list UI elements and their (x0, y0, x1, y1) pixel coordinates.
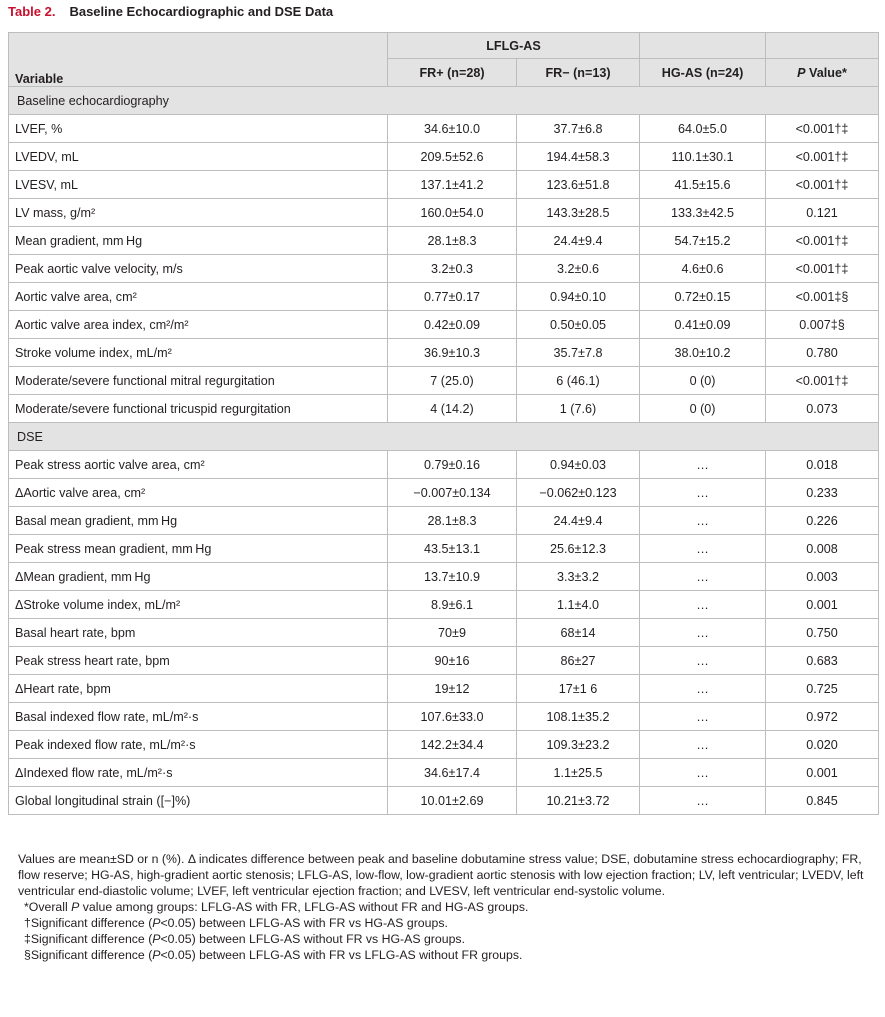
fr-pos-value: 43.5±13.1 (388, 535, 517, 563)
hg-as-value: … (640, 787, 766, 815)
table-row (9, 367, 879, 395)
p-value: 0.233 (766, 479, 879, 507)
hg-as-value: 133.3±42.5 (640, 199, 766, 227)
row-label: Peak stress mean gradient, mm Hg (9, 535, 388, 563)
fr-neg-value: 10.21±3.72 (517, 787, 640, 815)
hg-as-value: 54.7±15.2 (640, 227, 766, 255)
row-label: Basal heart rate, bpm (9, 619, 388, 647)
fr-pos-value: 36.9±10.3 (388, 339, 517, 367)
hg-as-value: … (640, 591, 766, 619)
fr-pos-value: 90±16 (388, 647, 517, 675)
p-value: <0.001†‡ (766, 255, 879, 283)
footnote-double-dagger: ‡Significant difference (P<0.05) between LFLG-AS without FR vs HG-AS groups. (24, 932, 465, 946)
fr-pos-value: 137.1±41.2 (388, 171, 517, 199)
p-value: <0.001†‡ (766, 171, 879, 199)
p-value: 0.845 (766, 787, 879, 815)
p-value: 0.121 (766, 199, 879, 227)
fr-neg-value: 1.1±4.0 (517, 591, 640, 619)
hg-as-header: HG-AS (n=24) (640, 59, 766, 87)
fr-neg-value: 17±1 6 (517, 675, 640, 703)
p-value-header: P Value* (766, 59, 879, 87)
hg-as-value: … (640, 647, 766, 675)
row-label: Basal mean gradient, mm Hg (9, 507, 388, 535)
row-label: Aortic valve area index, cm²/m² (9, 311, 388, 339)
p-value: <0.001‡§ (766, 283, 879, 311)
fr-neg-value: 24.4±9.4 (517, 507, 640, 535)
p-value: 0.008 (766, 535, 879, 563)
hg-as-value: … (640, 451, 766, 479)
variable-header: Variable (9, 33, 388, 87)
hg-as-value: … (640, 619, 766, 647)
fr-neg-value: 143.3±28.5 (517, 199, 640, 227)
p-value: 0.007‡§ (766, 311, 879, 339)
p-value: 0.725 (766, 675, 879, 703)
row-label: Mean gradient, mm Hg (9, 227, 388, 255)
hg-as-value: 110.1±30.1 (640, 143, 766, 171)
table-row (9, 563, 879, 591)
fr-neg-value: 35.7±7.8 (517, 339, 640, 367)
fr-pos-value: 3.2±0.3 (388, 255, 517, 283)
p-value: <0.001†‡ (766, 143, 879, 171)
fr-neg-value: 109.3±23.2 (517, 731, 640, 759)
fr-neg-value: −0.062±0.123 (517, 479, 640, 507)
hg-as-value: 41.5±15.6 (640, 171, 766, 199)
p-value: <0.001†‡ (766, 367, 879, 395)
abbreviation-note: Values are mean±SD or n (%). Δ indicates difference between peak and baseline dobutamine stress value; DSE, dobutamine stress echocardiography; FR, flow reserve; HG-AS, high-gradient aortic stenosis; LFLG-AS, low-flow, low-gradient aortic stenosis with low ejection fraction; LV, left ventricular; LVEDV, left ventricular end-diastolic volume; LVEF, left ventricular ejection fraction; and LVESV, left ventricular end-systolic volume. (18, 852, 864, 898)
p-value: 0.750 (766, 619, 879, 647)
row-label: Peak aortic valve velocity, m/s (9, 255, 388, 283)
hg-as-value: … (640, 507, 766, 535)
row-label: ΔAortic valve area, cm² (9, 479, 388, 507)
hg-as-value: 0 (0) (640, 395, 766, 423)
table-caption (8, 4, 333, 19)
table-row (9, 647, 879, 675)
p-value: 0.972 (766, 703, 879, 731)
fr-pos-value: 0.77±0.17 (388, 283, 517, 311)
fr-pos-value: 160.0±54.0 (388, 199, 517, 227)
hg-as-value: 0.72±0.15 (640, 283, 766, 311)
table-row (9, 199, 879, 227)
section-title: DSE (9, 423, 879, 451)
fr-pos-value: 0.42±0.09 (388, 311, 517, 339)
fr-neg-value: 123.6±51.8 (517, 171, 640, 199)
p-value: 0.683 (766, 647, 879, 675)
row-label: Stroke volume index, mL/m² (9, 339, 388, 367)
p-value: 0.226 (766, 507, 879, 535)
fr-neg-value: 0.94±0.10 (517, 283, 640, 311)
footnote-section: §Significant difference (P<0.05) between LFLG-AS with FR vs LFLG-AS without FR groups. (24, 948, 523, 962)
p-value: 0.073 (766, 395, 879, 423)
data-table (8, 32, 879, 815)
footnote-overall: *Overall P value among groups: LFLG-AS with FR, LFLG-AS without FR and HG-AS groups. (24, 900, 529, 914)
table-row (9, 171, 879, 199)
row-label: Peak stress aortic valve area, cm² (9, 451, 388, 479)
hg-as-value: … (640, 479, 766, 507)
row-label: Moderate/severe functional tricuspid regurgitation (9, 395, 388, 423)
hg-as-value: … (640, 731, 766, 759)
fr-neg-value: 3.2±0.6 (517, 255, 640, 283)
fr-pos-value: 19±12 (388, 675, 517, 703)
table-row (9, 395, 879, 423)
fr-pos-value: 7 (25.0) (388, 367, 517, 395)
p-value: <0.001†‡ (766, 227, 879, 255)
hg-as-value: 64.0±5.0 (640, 115, 766, 143)
fr-pos-header: FR+ (n=28) (388, 59, 517, 87)
table-row (9, 339, 879, 367)
footnote-dagger: †Significant difference (P<0.05) between LFLG-AS with FR vs HG-AS groups. (24, 916, 448, 930)
section-header-row (9, 423, 879, 451)
row-label: Global longitudinal strain ([−]%) (9, 787, 388, 815)
fr-pos-value: 107.6±33.0 (388, 703, 517, 731)
fr-pos-value: 70±9 (388, 619, 517, 647)
table-title: Baseline Echocardiographic and DSE Data (69, 4, 334, 19)
p-value: 0.003 (766, 563, 879, 591)
table-row (9, 227, 879, 255)
fr-neg-value: 86±27 (517, 647, 640, 675)
fr-neg-value: 37.7±6.8 (517, 115, 640, 143)
table-row (9, 731, 879, 759)
fr-neg-value: 24.4±9.4 (517, 227, 640, 255)
table-row (9, 115, 879, 143)
table-row (9, 479, 879, 507)
fr-pos-value: −0.007±0.134 (388, 479, 517, 507)
row-label: ΔMean gradient, mm Hg (9, 563, 388, 591)
table-row (9, 283, 879, 311)
p-value: 0.001 (766, 591, 879, 619)
fr-pos-value: 4 (14.2) (388, 395, 517, 423)
lflg-as-group-header: LFLG-AS (388, 33, 640, 59)
table-row (9, 535, 879, 563)
table-row (9, 591, 879, 619)
section-header-row (9, 87, 879, 115)
p-value: 0.001 (766, 759, 879, 787)
section-title: Baseline echocardiography (9, 87, 879, 115)
hg-as-value: … (640, 675, 766, 703)
fr-pos-value: 10.01±2.69 (388, 787, 517, 815)
fr-pos-value: 28.1±8.3 (388, 507, 517, 535)
fr-pos-value: 13.7±10.9 (388, 563, 517, 591)
row-label: ΔIndexed flow rate, mL/m²·s (9, 759, 388, 787)
fr-neg-value: 0.50±0.05 (517, 311, 640, 339)
hg-as-value: … (640, 703, 766, 731)
fr-neg-value: 6 (46.1) (517, 367, 640, 395)
p-value: 0.780 (766, 339, 879, 367)
row-label: Basal indexed flow rate, mL/m²·s (9, 703, 388, 731)
hg-as-value: 4.6±0.6 (640, 255, 766, 283)
row-label: ΔStroke volume index, mL/m² (9, 591, 388, 619)
fr-neg-value: 1 (7.6) (517, 395, 640, 423)
empty-header-cell (766, 33, 879, 59)
table-row (9, 507, 879, 535)
fr-pos-value: 34.6±17.4 (388, 759, 517, 787)
hg-as-value: 0.41±0.09 (640, 311, 766, 339)
hg-as-value: … (640, 535, 766, 563)
p-value: 0.018 (766, 451, 879, 479)
p-value: 0.020 (766, 731, 879, 759)
table-row (9, 703, 879, 731)
row-label: Aortic valve area, cm² (9, 283, 388, 311)
table-number: Table 2. (8, 4, 56, 19)
table-row (9, 451, 879, 479)
fr-pos-value: 142.2±34.4 (388, 731, 517, 759)
row-label: LV mass, g/m² (9, 199, 388, 227)
table-row (9, 787, 879, 815)
row-label: ΔHeart rate, bpm (9, 675, 388, 703)
empty-header-cell (640, 33, 766, 59)
table-body (9, 87, 879, 815)
row-label: LVESV, mL (9, 171, 388, 199)
fr-pos-value: 34.6±10.0 (388, 115, 517, 143)
table-row (9, 311, 879, 339)
fr-neg-header: FR− (n=13) (517, 59, 640, 87)
p-value: <0.001†‡ (766, 115, 879, 143)
row-label: Peak indexed flow rate, mL/m²·s (9, 731, 388, 759)
table-row (9, 675, 879, 703)
fr-pos-value: 0.79±0.16 (388, 451, 517, 479)
table-row (9, 759, 879, 787)
fr-neg-value: 25.6±12.3 (517, 535, 640, 563)
hg-as-value: … (640, 563, 766, 591)
hg-as-value: 38.0±10.2 (640, 339, 766, 367)
fr-pos-value: 209.5±52.6 (388, 143, 517, 171)
fr-neg-value: 1.1±25.5 (517, 759, 640, 787)
hg-as-value: 0 (0) (640, 367, 766, 395)
table-notes (18, 851, 876, 963)
row-label: LVEF, % (9, 115, 388, 143)
fr-pos-value: 8.9±6.1 (388, 591, 517, 619)
fr-pos-value: 28.1±8.3 (388, 227, 517, 255)
fr-neg-value: 108.1±35.2 (517, 703, 640, 731)
table-row (9, 619, 879, 647)
row-label: LVEDV, mL (9, 143, 388, 171)
fr-neg-value: 68±14 (517, 619, 640, 647)
table-row (9, 255, 879, 283)
row-label: Moderate/severe functional mitral regurgitation (9, 367, 388, 395)
fr-neg-value: 194.4±58.3 (517, 143, 640, 171)
fr-neg-value: 0.94±0.03 (517, 451, 640, 479)
row-label: Peak stress heart rate, bpm (9, 647, 388, 675)
fr-neg-value: 3.3±3.2 (517, 563, 640, 591)
hg-as-value: … (640, 759, 766, 787)
table-row (9, 143, 879, 171)
